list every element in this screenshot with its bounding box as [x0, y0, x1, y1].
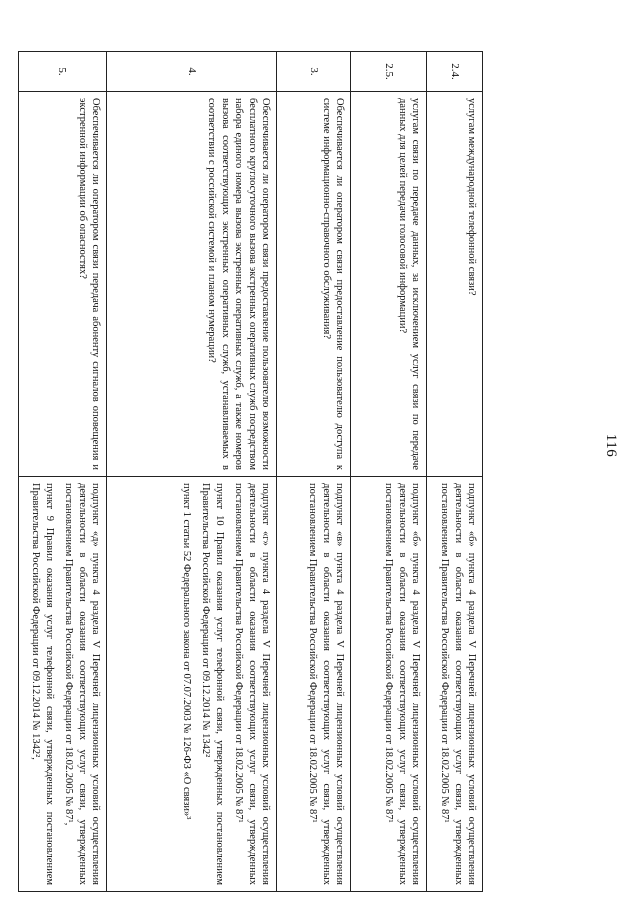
table-row [107, 52, 277, 892]
reference-text: подпункт «в» пункта 4 раздела V Перечней лицензионных условий осуществления деятельности в области оказания соответствующих услуг связи, утвержденных постановлением Правительства Российской Федерации от 18.02.2005 № 87¹ [307, 483, 345, 885]
row-number: 2.5. [351, 52, 427, 92]
table-row [351, 52, 427, 892]
reference-cell [277, 477, 351, 892]
question-cell: Обеспечивается ли оператором связи передача абоненту сигналов оповещения и экстренной информации об опасностях? [18, 92, 106, 477]
reference-text: подпункт «б» пункта 4 раздела V Перечней лицензионных условий осуществления деятельности в области оказания соответствующих услуг связи, утвержденных постановлением Правительства Российской Федерации от 18.02.2005 № 87¹ [439, 483, 477, 885]
question-cell: услугам связи по передаче данных, за исключением услуг связи по передаче данных для целей передачи голосовой информации? [351, 92, 427, 477]
table-row [277, 52, 351, 892]
reference-text: подпункт «б» пункта 4 раздела V Перечней лицензионных условий осуществления деятельности в области оказания соответствующих услуг связи, утвержденных постановлением Правительства Российской Федерации от 18.02.2005 № 87¹ [383, 483, 421, 885]
question-cell: Обеспечивается ли оператором связи предоставление пользователю доступа к системе информационно-справочного обслуживания? [277, 92, 351, 477]
question-cell: услугам международной телефонной связи? [427, 92, 483, 477]
reference-text: пункт 1 статьи 52 Федерального закона от 07.07.2003 № 126-ФЗ «О связи»³ [180, 483, 192, 820]
reference-cell [427, 477, 483, 892]
checklist-table [18, 51, 483, 892]
reference-cell [107, 477, 277, 892]
reference-text: подпункт «г» пункта 4 раздела V Перечней лицензионных условий осуществления деятельности в области оказания соответствующих услуг связи, утвержденных постановлением Правительства Российской Федерации от 18.02.2005 № 87¹ [233, 483, 271, 885]
reference-text: подпункт «д» пункта 4 раздела V Перечней лицензионных условий осуществления деятельности в области оказания соответствующих услуг связи, утвержденных постановлением Правительства Российской Федерации от 18.02.2005 № 87¹, [63, 483, 101, 885]
page-number: 116 [602, 433, 619, 458]
rotated-table-container [30, 51, 483, 891]
table-row [18, 52, 106, 892]
reference-cell [18, 477, 106, 892]
row-number: 4. [107, 52, 277, 92]
row-number: 5. [18, 52, 106, 92]
reference-text: пункт 9 Правил оказания услуг телефонной связи, утвержденных постановлением Правительства Российской Федерации от 09.12.2014 № 1342², [30, 483, 55, 885]
reference-cell [351, 477, 427, 892]
question-cell: Обеспечивается ли оператором связи предоставление пользователю возможности бесплатного круглосуточного вызова экстренных оперативных служб посредством набора единого номера вызова экстренных оперативных служб, а также номеров вызова соответствующих экстренных оперативных служб, устанавливаемых в соответствии с российской системой и планом нумерации? [107, 92, 277, 477]
table-row [427, 52, 483, 892]
row-number: 3. [277, 52, 351, 92]
row-number: 2.4. [427, 52, 483, 92]
reference-text: пункт 10 Правил оказания услуг телефонной связи, утвержденных постановлением Правительства Российской Федерации от 09.12.2014 № 1342² [200, 483, 225, 885]
